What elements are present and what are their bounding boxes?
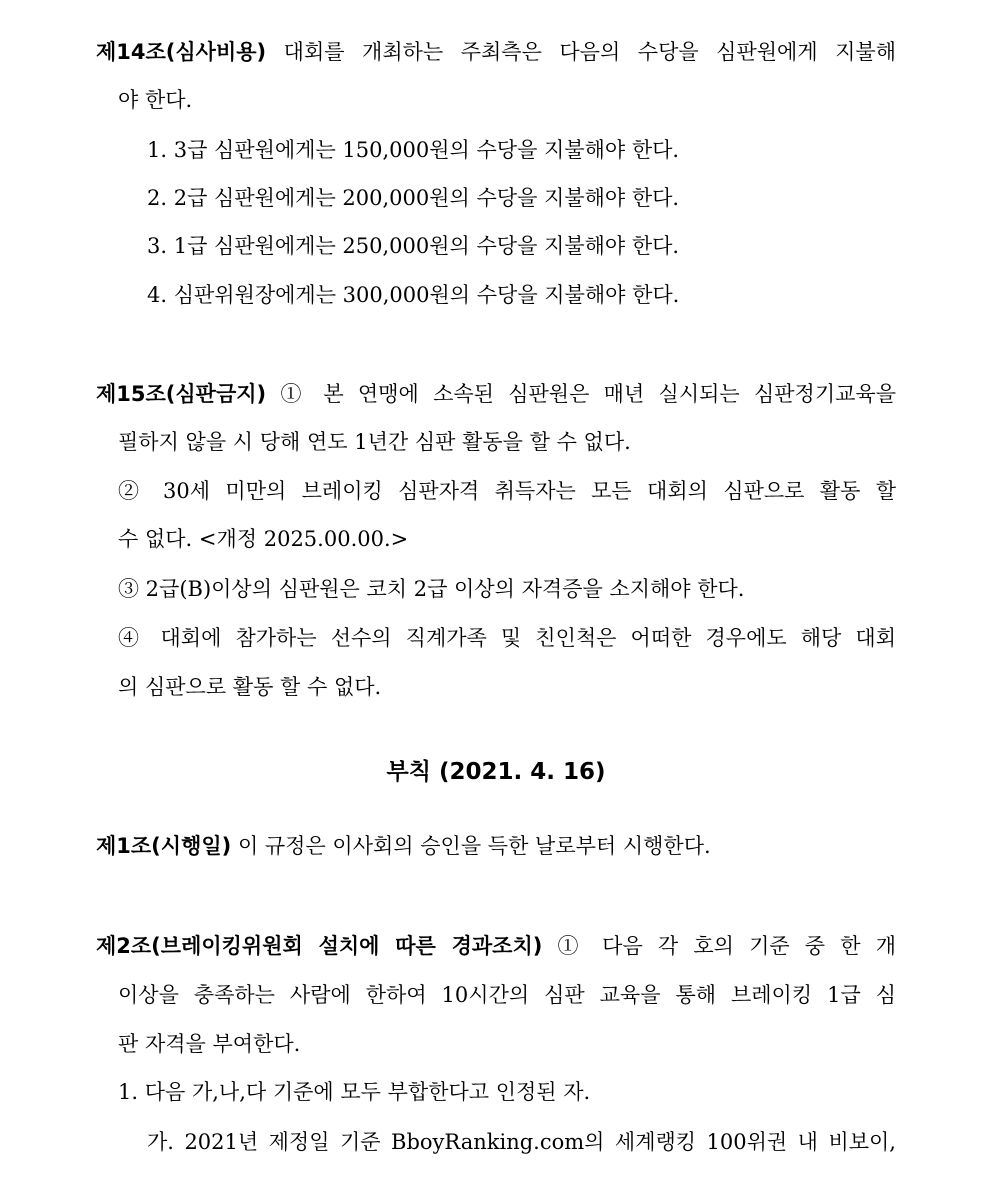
article14-item-4: 4. 심판위원장에게는 300,000원의 수당을 지불해야 한다. (147, 283, 680, 307)
article1-title: 제1조(시행일) (96, 834, 232, 858)
article14-title: 제14조(심사비용) (96, 40, 267, 64)
article14-line2: 야 한다. (118, 88, 193, 112)
article15-para2-start: ② 30세 미만의 브레이킹 심판자격 취득자는 모든 대회의 심판으로 활동 할 (118, 479, 896, 503)
article2-line3: 판 자격을 부여한다. (118, 1032, 301, 1056)
article15-line1 (96, 380, 896, 408)
article14-intro: 대회를 개최하는 주최측은 다음의 수당을 심판원에게 지불해 (283, 40, 896, 64)
article14-item-1: 1. 3급 심판원에게는 150,000원의 수당을 지불해야 한다. (147, 138, 680, 162)
article15-para4-cont: 의 심판으로 활동 할 수 없다. (118, 675, 382, 699)
article14-item-3: 3. 1급 심판원에게는 250,000원의 수당을 지불해야 한다. (147, 234, 680, 258)
article15-para1-cont: 필하지 않을 시 당해 연도 1년간 심판 활동을 할 수 없다. (118, 430, 631, 454)
article2-title: 제2조(브레이킹위원회 설치에 따른 경과조치) (96, 934, 543, 958)
article2-line1 (96, 932, 896, 960)
article2-sub-ga: 가. 2021년 제정일 기준 BboyRanking.com의 세계랭킹 100위권 내 비보이, (147, 1130, 896, 1154)
article2-line2: 이상을 충족하는 사람에 한하여 10시간의 심판 교육을 통해 브레이킹 1급 심 (118, 983, 896, 1007)
article15-title: 제15조(심판금지) (96, 382, 267, 406)
article2-item-1: 1. 다음 가,나,다 기준에 모두 부합한다고 인정된 자. (118, 1080, 591, 1104)
article15-para3: ③ 2급(B)이상의 심판원은 코치 2급 이상의 자격증을 소지해야 한다. (118, 577, 745, 601)
article1-text: 이 규정은 이사회의 승인을 득한 날로부터 시행한다. (237, 834, 711, 858)
article14-line1 (96, 38, 896, 66)
article14-item-2: 2. 2급 심판원에게는 200,000원의 수당을 지불해야 한다. (147, 186, 680, 210)
article1-line (96, 832, 896, 860)
article15-para1-start: ① 본 연맹에 소속된 심판원은 매년 실시되는 심판정기교육을 (280, 382, 896, 406)
supplementary-heading: 부칙 (2021. 4. 16) (386, 759, 606, 785)
article2-para1-start: ① 다음 각 호의 기준 중 한 개 (557, 934, 896, 958)
article15-para2-cont: 수 없다. <개정 2025.00.00.> (118, 527, 409, 551)
article15-para4-start: ④ 대회에 참가하는 선수의 직계가족 및 친인척은 어떠한 경우에도 해당 대회 (118, 626, 896, 650)
